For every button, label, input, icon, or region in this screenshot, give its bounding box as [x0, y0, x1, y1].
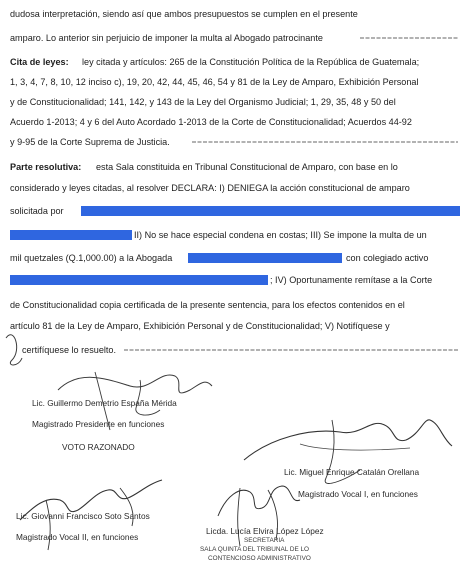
section-heading: Cita de leyes: — [10, 57, 69, 67]
section-heading: Parte resolutiva: — [10, 162, 82, 172]
text-line — [0, 159, 466, 175]
text-line — [0, 114, 466, 130]
text-fragment: artículo 81 de la Ley de Amparo, Exhibición Personal y de Constitucionalidad; V) Notifíquese y — [10, 321, 390, 331]
signatory-name: Lic. Giovanni Francisco Soto Santos — [16, 511, 150, 521]
dash-line — [360, 37, 458, 39]
text-line — [0, 134, 466, 150]
text-line — [0, 6, 466, 22]
text-fragment: amparo. Lo anterior sin perjuicio de imponer la multa al Abogado patrocinante — [10, 33, 323, 43]
text-fragment: ley citada y artículos: 265 de la Constitución Política de la República de Guatemala; — [82, 57, 420, 67]
text-line — [0, 54, 466, 70]
text-fragment: con colegiado activo — [346, 253, 429, 263]
text-line — [0, 272, 466, 288]
redaction-bar — [188, 253, 342, 263]
organization-line: CONTENCIOSO ADMINISTRATIVO — [208, 555, 311, 562]
text-fragment: II) No se hace especial condena en costas; III) Se impone la multa de un — [134, 230, 427, 240]
text-fragment: y de Constitucionalidad; 141, 142, y 143 de la Ley del Organismo Judicial; 1, 29, 35, 48 y 50 del — [10, 97, 396, 107]
text-fragment: mil quetzales (Q.1,000.00) a la Abogada — [10, 253, 173, 263]
signatory-title: SECRETARIA — [244, 537, 285, 544]
text-fragment: certifíquese lo resuelto. — [22, 345, 117, 355]
redaction-bar — [81, 206, 460, 216]
text-fragment: considerado y leyes citadas, al resolver DECLARA: I) DENIEGA la acción constitucional de amparo — [10, 183, 410, 193]
text-fragment: esta Sala constituida en Tribunal Constitucional de Amparo, con base en lo — [96, 162, 398, 172]
text-fragment: solicitada por — [10, 206, 64, 216]
vote-note: VOTO RAZONADO — [62, 442, 135, 452]
text-fragment: Acuerdo 1-2013; 4 y 6 del Auto Acordado 1-2013 de la Corte de Constitucionalidad; Acuerdos 44-92 — [10, 117, 412, 127]
text-line — [0, 297, 466, 313]
signatory-name: Licda. Lucía Elvira López López — [206, 526, 324, 536]
text-line — [0, 180, 466, 196]
dash-line — [192, 141, 458, 143]
text-line — [0, 30, 466, 46]
text-fragment: 1, 3, 4, 7, 8, 10, 12 inciso c), 19, 20, 42, 44, 45, 46, 54 y 81 de la Ley de Amparo, Exhibición Personal — [10, 77, 419, 87]
text-fragment: de Constitucionalidad copia certificada de la presente sentencia, para los efectos contenidos en el — [10, 300, 405, 310]
signatory-name: Lic. Miguel Enrique Catalán Orellana — [284, 467, 420, 477]
signatory-name: Lic. Guillermo Demetrio España Mérida — [32, 398, 177, 408]
signatory-role: Magistrado Vocal II, en funciones — [16, 532, 139, 542]
text-fragment: y 9-95 de la Corte Suprema de Justicia. — [10, 137, 170, 147]
text-fragment: dudosa interpretación, siendo así que ambos presupuestos se cumplen en el presente — [10, 9, 358, 19]
text-line — [0, 74, 466, 90]
signatory-role: Magistrado Vocal I, en funciones — [298, 489, 418, 499]
organization-line: SALA QUINTA DEL TRIBUNAL DE LO — [200, 546, 310, 553]
text-line — [0, 94, 466, 110]
text-fragment: ; IV) Oportunamente remítase a la Corte — [270, 275, 433, 285]
signatory-role: Magistrado Presidente en funciones — [32, 419, 165, 429]
text-line — [0, 227, 466, 243]
